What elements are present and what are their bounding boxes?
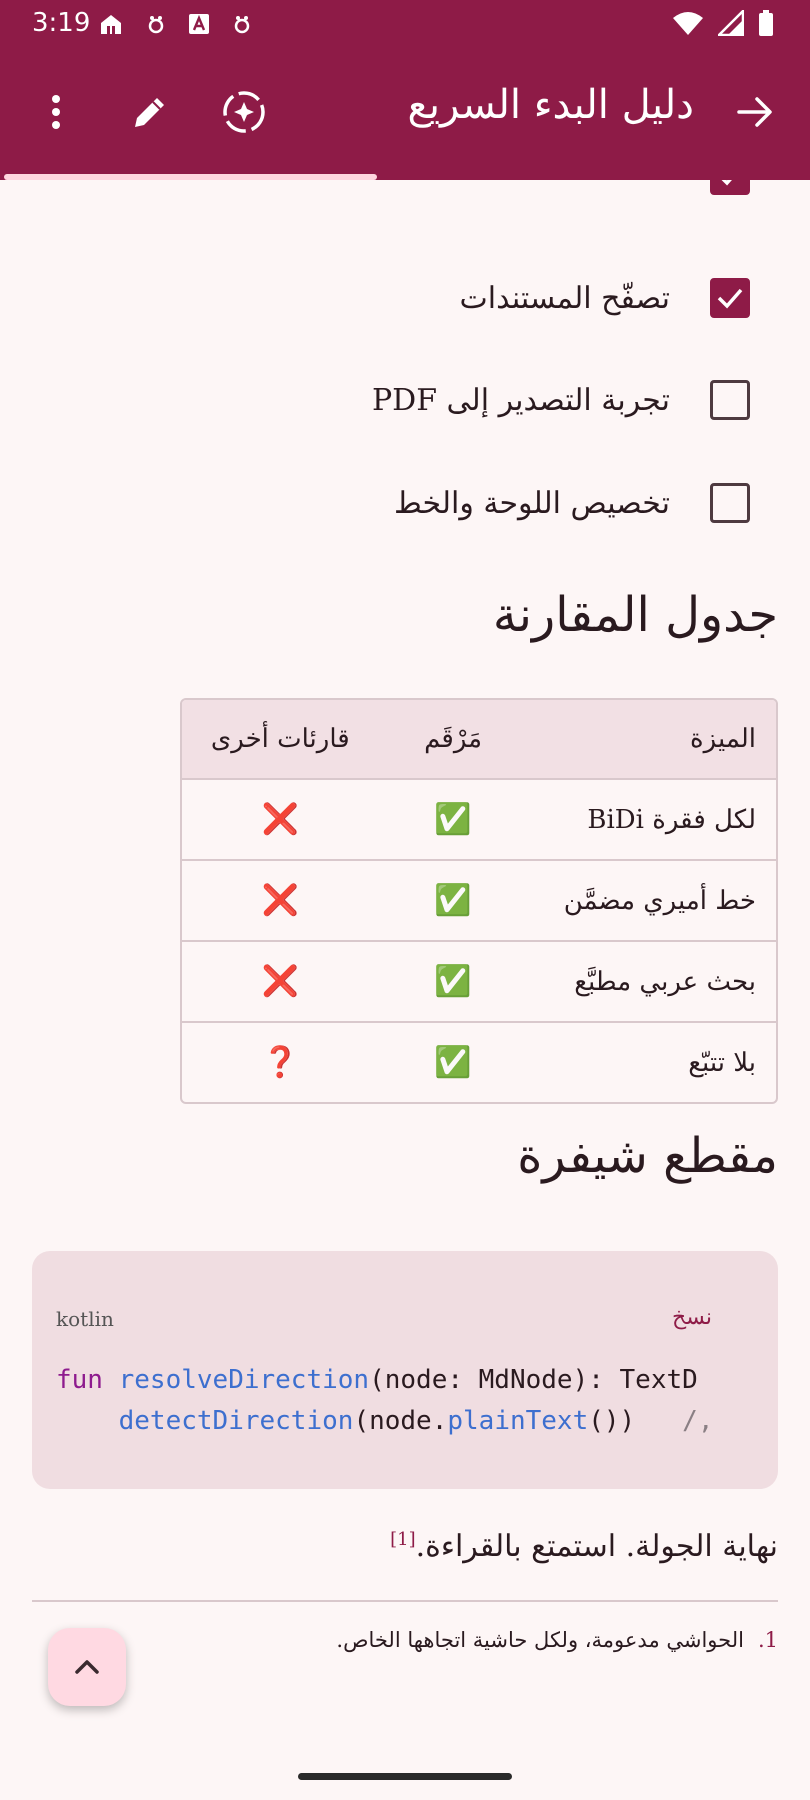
feature-cell: بلا تتبّع [688,1047,756,1078]
feature-cell: لكل فقرة BiDi [587,804,756,835]
task-label: تجربة التصدير إلى PDF [371,382,670,418]
page-title: دليل البدء السريع [407,82,694,128]
task-label: تخصيص اللوحة والخط [394,485,670,521]
document-content[interactable] [0,180,810,1740]
task-checkbox[interactable] [710,380,750,420]
status-notification-icons [98,12,252,36]
code-text: (node. [353,1406,448,1436]
code-line [56,1365,698,1395]
text-app-icon [188,13,210,35]
footnote-ref-link[interactable]: [1] [390,1529,416,1550]
toolbar [0,64,810,160]
sparkle-circle-icon [221,89,267,135]
closing-text: نهاية الجولة. استمتع بالقراءة. [415,1529,778,1564]
table-header-cell: قارئات أخرى [210,724,350,754]
home-app-icon [98,12,124,36]
notification-icon [232,14,252,34]
marqam-cell: ✅ [434,964,472,999]
chevron-up-icon [74,1659,100,1675]
status-bar [0,0,810,48]
code-line [56,1406,714,1436]
code-indent [56,1406,119,1436]
feature-cell: بحث عربي مطبَّع [574,966,756,997]
status-time: 3:19 [32,8,91,38]
code-language: kotlin [56,1307,114,1331]
comparison-table [180,698,778,1104]
marqam-cell: ✅ [434,1045,472,1080]
footnote-number: 1. [757,1628,778,1652]
task-checkbox[interactable] [710,483,750,523]
copy-code-button[interactable]: نسخ [672,1305,712,1330]
code-keyword: fun [56,1365,103,1395]
table-row [182,940,776,1021]
sparkle-button[interactable] [214,82,274,142]
arrow-forward-icon [737,96,773,128]
task-item[interactable] [372,370,750,430]
footnote-divider [32,1600,778,1602]
table-header-cell: الميزة [690,724,756,754]
scroll-to-top-button[interactable] [48,1628,126,1706]
signal-icon [718,10,744,36]
more-options-button[interactable] [26,82,86,142]
task-label: تصفّح المستندات [459,280,670,316]
battery-icon [758,10,774,36]
feature-cell: خط أميري مضمَّن [563,885,756,916]
others-cell: ❌ [261,964,299,999]
table-header-cell: مَرْقَم [424,724,483,754]
home-indicator[interactable] [298,1773,512,1780]
others-cell: ❌ [261,883,299,918]
code-block[interactable] [32,1251,778,1489]
others-cell: ❌ [261,802,299,837]
code-function: detectDirection [118,1406,354,1436]
task-item[interactable] [460,268,750,328]
code-function: plainText [447,1406,589,1436]
footnote-item [336,1628,778,1652]
task-checkbox[interactable] [710,278,750,318]
wifi-icon [672,10,704,36]
code-function: resolveDirection [118,1365,370,1395]
task-checkbox[interactable] [710,180,750,195]
pencil-icon [131,93,169,131]
check-icon [716,287,744,309]
status-system-icons [672,10,774,36]
code-heading: مقطع شيفرة [517,1128,778,1184]
edit-button[interactable] [120,82,180,142]
table-row [182,1021,776,1102]
others-cell: ❓ [261,1045,299,1080]
closing-paragraph [390,1529,778,1564]
notification-icon [146,14,166,34]
comparison-heading: جدول المقارنة [492,587,778,643]
table-row [182,778,776,859]
back-button[interactable] [725,82,785,142]
table-row [182,859,776,940]
table-header-row [182,700,776,778]
marqam-cell: ✅ [434,883,472,918]
app-bar [0,0,810,175]
code-text: ()) [588,1406,636,1436]
more-vert-icon [50,94,62,130]
code-comment: /, [635,1406,714,1436]
task-item[interactable] [394,473,750,533]
check-icon [716,180,744,186]
code-text: (node: MdNode): TextD [369,1365,698,1395]
footnote-text: الحواشي مدعومة، ولكل حاشية اتجاهها الخاص. [336,1628,744,1652]
marqam-cell: ✅ [434,802,472,837]
task-item[interactable] [710,180,750,205]
